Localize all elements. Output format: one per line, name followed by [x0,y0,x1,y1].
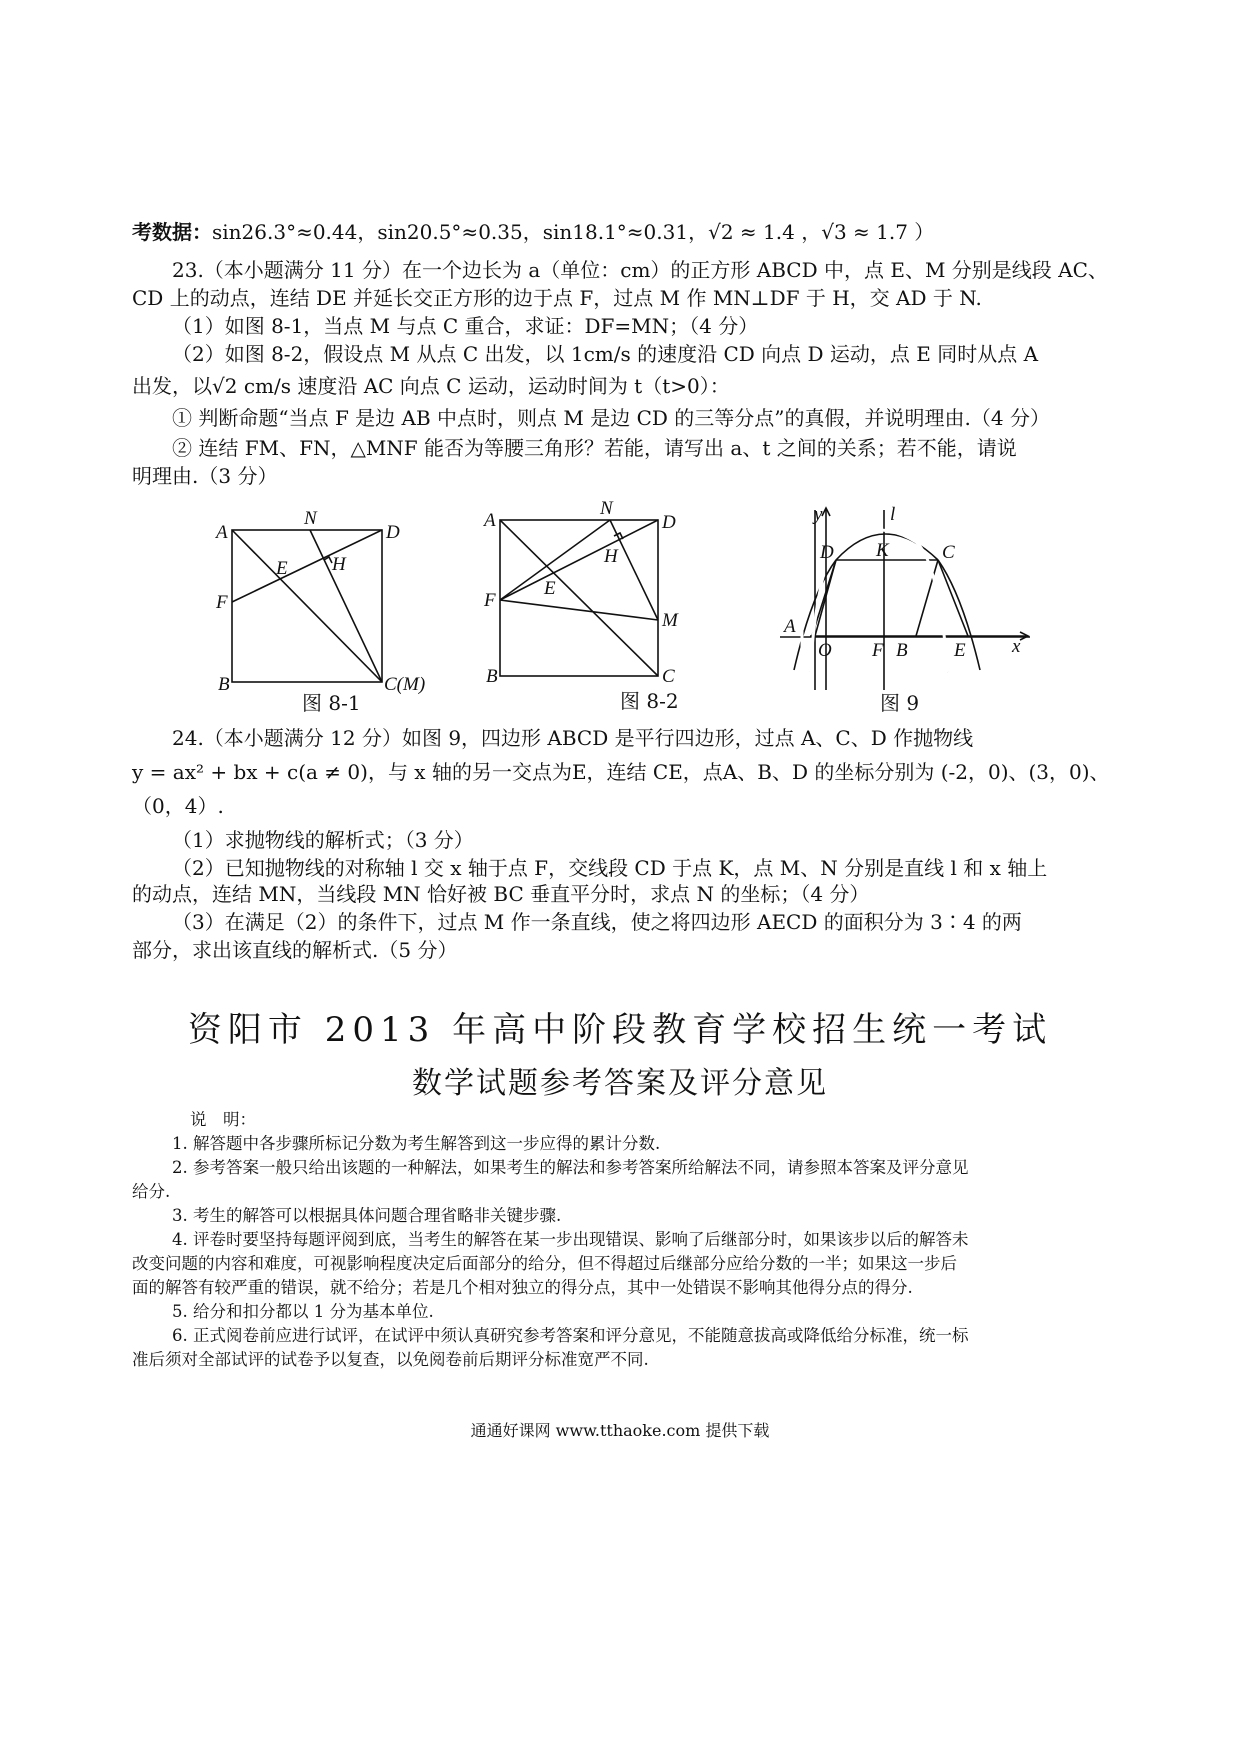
reference-sin-values: sin26.3°≈0.44，sin20.5°≈0.35，sin18.1°≈0.31， [212,220,709,244]
note-heading: 说 明： [190,1110,256,1129]
q24-line-5: （2）已知抛物线的对称轴 l 交 x 轴于点 F，交线段 CD 于点 K，点 M、N 分别是直线 l 和 x 轴上 [172,856,1048,880]
q23-line-1: 23.（本小题满分 11 分）在一个边长为 a（单位：cm）的正方形 ABCD 中，点 E、M 分别是线段 AC、 [172,258,1108,282]
q23-line-7: ② 连结 FM、FN，△MNF 能否为等腰三角形？若能，请写出 a、t 之间的关系；若不能，请说 [172,436,1017,460]
reference-data [132,218,934,246]
fig82-label-h: H [604,546,618,567]
q24-line-3: （0，4）. [132,794,224,818]
figure-8-2 [482,500,712,704]
q23-line-8: 明理由.（3 分） [132,464,278,488]
note-line-4b: 改变问题的内容和难度，可视影响程度决定后面部分的给分，但不得超过后继部分应给分数的一半；如果这一步后 [132,1254,957,1273]
q24-line-6: 的动点，连结 MN，当线段 MN 恰好被 BC 垂直平分时，求点 N 的坐标；（4 分） [132,882,870,906]
figure-9 [780,500,1040,704]
fig9-label-e: E [954,640,966,661]
answers-subtitle: 数学试题参考答案及评分意见 [412,1066,828,1101]
fig81-label-h: H [332,554,346,575]
q24-line-1: 24.（本小题满分 12 分）如图 9，四边形 ABCD 是平行四边形，过点 A、C、D 作抛物线 [172,726,974,750]
fig9-label-c: C [942,542,955,563]
q23-line-3: （1）如图 8-1，当点 M 与点 C 重合，求证：DF=MN；（4 分） [172,314,759,338]
fig9-label-k: K [876,540,889,561]
note-line-4c: 面的解答有较严重的错误，就不给分；若是几个相对独立的得分点，其中一处错误不影响其他得分点的得分. [132,1278,913,1297]
q23-line-2: CD 上的动点，连结 DE 并延长交正方形的边于点 F，过点 M 作 MN⊥DF 于 H，交 AD 于 N. [132,286,982,310]
fig9-label-a: A [784,616,796,637]
note-line-1: 1. 解答题中各步骤所标记分数为考生解答到这一步应得的累计分数. [172,1134,661,1153]
note-line-5: 5. 给分和扣分都以 1 分为基本单位. [172,1302,434,1321]
fig82-label-n: N [600,500,613,519]
fig9-label-b: B [896,640,908,661]
fig9-label-o: O [818,640,832,661]
q24-line-8: 部分，求出该直线的解析式.（5 分） [132,938,458,962]
note-line-6: 6. 正式阅卷前应进行试评，在试评中须认真研究参考答案和评分意见，不能随意拔高或降低给分标准，统一标 [172,1326,969,1345]
fig9-label-d: D [820,542,834,563]
fig81-label-f: F [216,592,228,613]
fig82-label-b: B [486,666,498,687]
figure-8-1 [212,508,442,712]
note-line-2: 2. 参考答案一般只给出该题的一种解法，如果考生的解法和参考答案所给解法不同，请参照本答案及评分意见 [172,1158,969,1177]
reference-prefix: 考数据： [132,220,212,244]
note-line-6b: 准后须对全部试评的试卷予以复查，以免阅卷前后期评分标准宽严不同. [132,1350,649,1369]
fig82-label-a: A [484,510,496,531]
q23-line-4: （2）如图 8-2，假设点 M 从点 C 出发，以 1cm/s 的速度沿 CD 向点 D 运动，点 E 同时从点 A [172,342,1039,366]
reference-sqrt3: √3 ≈ 1.7 ） [821,220,935,244]
fig81-label-a: A [216,522,228,543]
reference-sqrt2: √2 ≈ 1.4 ， [708,220,822,244]
fig9-label-x: x [1012,636,1021,657]
fig82-label-m: M [662,610,678,631]
fig81-label-e: E [276,558,288,579]
fig82-label-d: D [662,512,676,533]
note-line-4: 4. 评卷时要坚持每题评阅到底，当考生的解答在某一步出现错误、影响了后继部分时，如果该步以后的解答未 [172,1230,969,1249]
fig9-caption: 图 9 [880,691,920,715]
note-line-3: 3. 考生的解答可以根据具体问题合理省略非关键步骤. [172,1206,562,1225]
fig81-label-c: C(M) [384,674,426,695]
fig9-label-l: l [890,504,896,525]
fig81-caption: 图 8-1 [302,691,361,715]
fig81-label-b: B [218,674,230,695]
fig82-label-f: F [484,590,496,611]
q23-line-5: 出发，以√2 cm/s 速度沿 AC 向点 C 运动，运动时间为 t（t>0）： [132,374,730,398]
fig82-label-c: C [662,666,675,687]
footer-credit: 通通好课网 www.tthaoke.com 提供下载 [470,1421,770,1440]
answers-title: 资阳市 2013 年高中阶段教育学校招生统一考试 [187,1010,1053,1050]
fig82-label-e: E [544,578,556,599]
fig9-label-f: F [872,640,884,661]
q24-line-2: y = ax² + bx + c(a ≠ 0)，与 x 轴的另一交点为E，连结 CE，点A、B、D 的坐标分别为 (-2，0)、(3，0)、 [132,760,1110,784]
fig81-label-n: N [304,508,317,529]
fig9-label-y: y [814,504,823,525]
q24-line-7: （3）在满足（2）的条件下，过点 M 作一条直线，使之将四边形 AECD 的面积分为 3∶4 的两 [172,910,1022,934]
fig82-caption: 图 8-2 [620,689,679,713]
fig81-label-d: D [386,522,400,543]
q24-line-4: （1）求抛物线的解析式；（3 分） [172,828,474,852]
q23-line-6: ① 判断命题“当点 F 是边 AB 中点时，则点 M 是边 CD 的三等分点”的真假，并说明理由.（4 分） [172,406,1050,430]
note-line-2b: 给分. [132,1182,171,1201]
